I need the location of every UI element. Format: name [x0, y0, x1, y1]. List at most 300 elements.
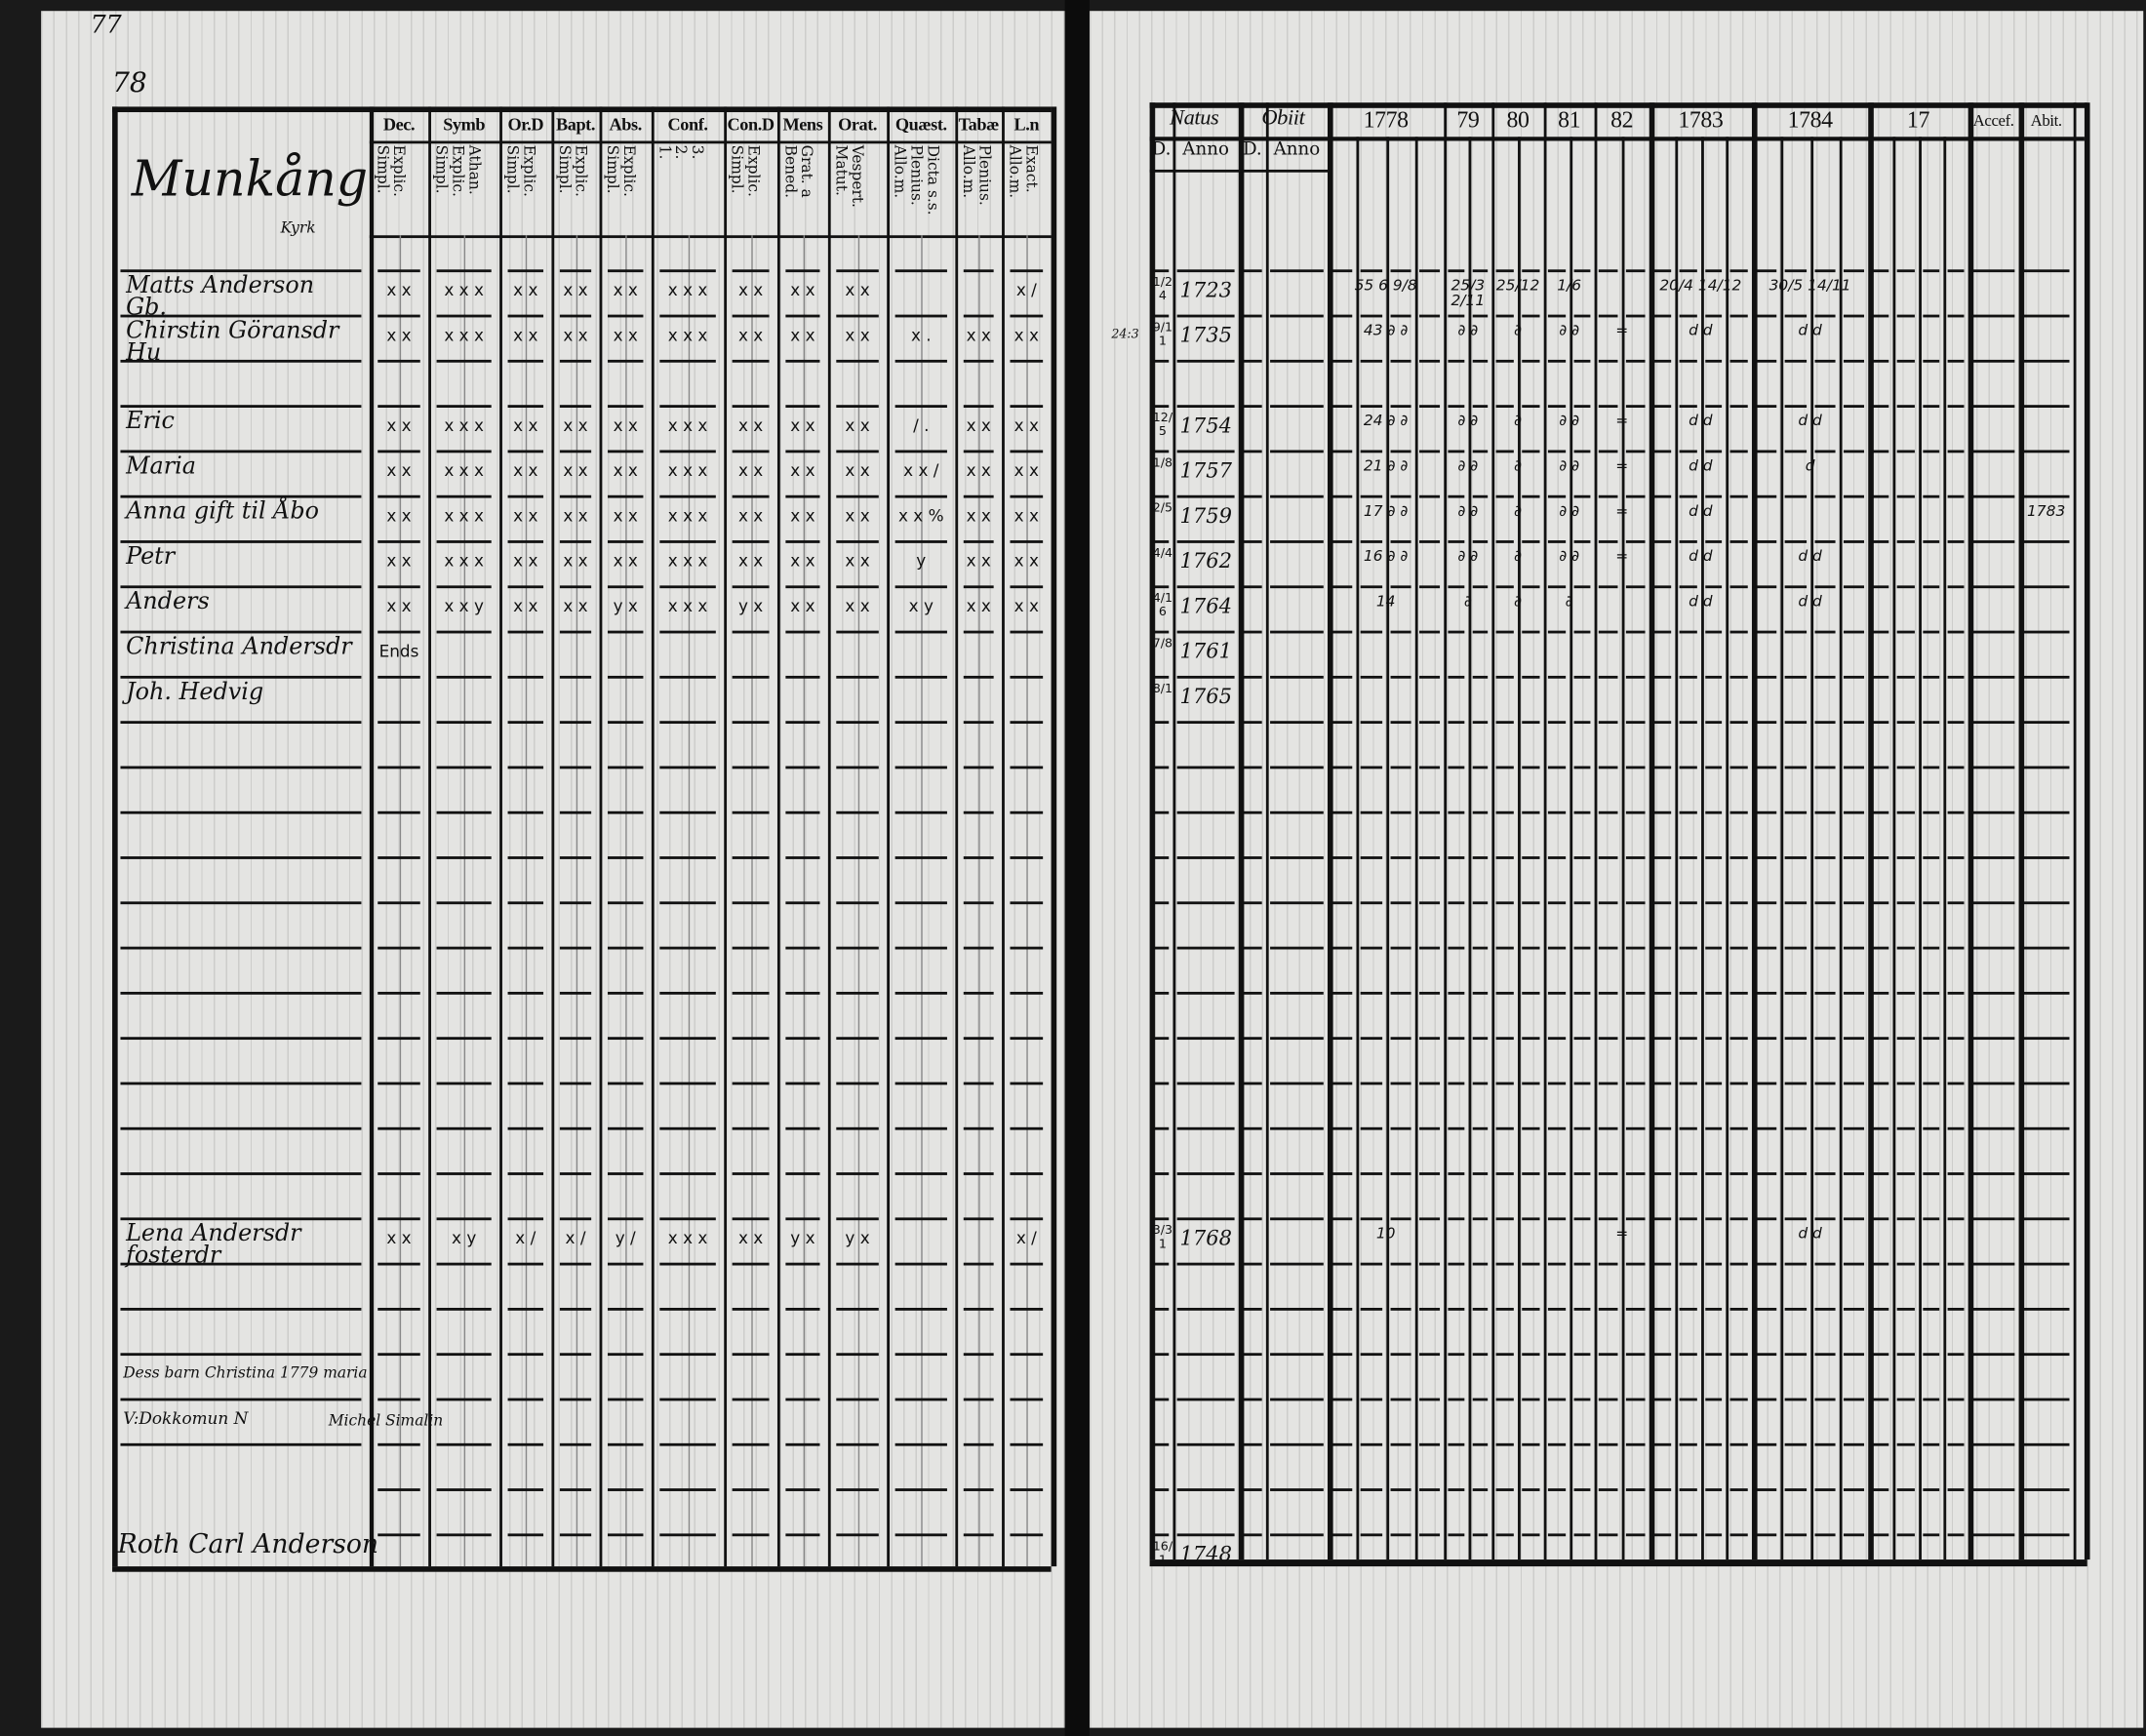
row-rule: [895, 450, 947, 453]
row-rule: [1154, 1533, 1169, 1536]
column-subheader: D.: [1151, 139, 1172, 161]
row-rule: [1548, 856, 1566, 859]
row-rule: [378, 901, 419, 904]
row-rule: [785, 1037, 819, 1040]
person-name: Anders: [126, 588, 210, 616]
row-rule: [659, 676, 716, 679]
exam-mark: x x: [845, 325, 870, 345]
row-rule: [1331, 856, 1352, 859]
row-rule: [1947, 1217, 1964, 1220]
row-rule: [1814, 1488, 1835, 1491]
row-rule: [1177, 992, 1235, 995]
row-rule: [1177, 1308, 1235, 1311]
row-rule: [1243, 1217, 1262, 1220]
row-rule: [1844, 811, 1864, 814]
row-rule: [1626, 360, 1646, 363]
row-rule: [895, 1037, 947, 1040]
exam-entry: ∂ ∂: [1457, 456, 1479, 475]
row-rule: [895, 360, 947, 363]
exam-mark: x x: [386, 460, 412, 481]
row-rule: [378, 947, 419, 950]
row-rule: [1705, 1443, 1723, 1446]
row-rule: [1947, 540, 1964, 543]
row-rule: [1730, 1308, 1748, 1311]
row-rule: [120, 1443, 361, 1446]
row-rule: [1010, 856, 1043, 859]
row-rule: [1923, 1037, 1939, 1040]
exam-entry: d d: [1798, 1224, 1822, 1243]
row-rule: [378, 721, 419, 724]
row-rule: [1154, 1353, 1169, 1356]
row-rule: [120, 721, 361, 724]
row-rule: [1844, 315, 1864, 318]
row-rule: [1472, 1217, 1488, 1220]
subcolumn-rule: [1810, 137, 1813, 1559]
row-rule: [1785, 1083, 1806, 1085]
row-rule: [560, 1037, 591, 1040]
row-rule: [1626, 405, 1646, 408]
row-rule: [1814, 1037, 1835, 1040]
row-rule: [1243, 676, 1262, 679]
row-rule: [1331, 1488, 1352, 1491]
row-rule: [1177, 1217, 1235, 1220]
row-rule: [1496, 1443, 1514, 1446]
exam-entry: 20/4 14/12: [1659, 276, 1742, 295]
row-rule: [1548, 1037, 1566, 1040]
row-rule: [1010, 1399, 1043, 1401]
row-rule: [1814, 1083, 1835, 1085]
row-rule: [1679, 1037, 1696, 1040]
row-rule: [608, 1353, 643, 1356]
exam-mark: x x x: [667, 505, 708, 526]
row-rule: [1679, 585, 1696, 588]
exam-mark: x x: [790, 551, 815, 571]
row-rule: [785, 947, 819, 950]
column-subheader: Dicta s.s. Plenius. Allo.m.: [891, 144, 942, 216]
row-rule: [1679, 856, 1696, 859]
row-rule: [560, 315, 591, 318]
row-rule: [1331, 1353, 1352, 1356]
year-header: 81: [1558, 106, 1581, 134]
exam-entry: =: [1615, 321, 1629, 339]
row-rule: [1573, 1488, 1591, 1491]
row-rule: [1972, 1533, 2014, 1536]
row-rule: [378, 992, 419, 995]
row-rule: [1496, 811, 1514, 814]
row-rule: [2023, 405, 2070, 408]
row-rule: [1243, 1127, 1262, 1130]
row-rule: [1472, 1533, 1488, 1536]
row-rule: [1626, 585, 1646, 588]
row-rule: [1010, 811, 1043, 814]
exam-entry: d d: [1689, 547, 1713, 566]
row-rule: [1419, 901, 1440, 904]
row-rule: [1270, 540, 1324, 543]
row-rule: [1448, 676, 1463, 679]
exam-mark: x x: [386, 415, 412, 436]
row-rule: [1653, 1533, 1671, 1536]
natus-year: 1757: [1179, 457, 1233, 484]
row-rule: [1872, 767, 1888, 769]
row-rule: [1573, 1533, 1591, 1536]
row-rule: [1448, 721, 1463, 724]
row-rule: [1897, 315, 1914, 318]
table-border: [2085, 102, 2090, 1559]
column-subheader: Anno: [1182, 139, 1229, 161]
row-rule: [1177, 405, 1235, 408]
row-rule: [1814, 811, 1835, 814]
row-rule: [1010, 901, 1043, 904]
row-rule: [1730, 1443, 1748, 1446]
row-rule: [733, 856, 770, 859]
row-rule: [1679, 947, 1696, 950]
exam-mark: x x: [513, 551, 538, 571]
row-rule: [120, 1127, 361, 1130]
row-rule: [1705, 540, 1723, 543]
row-rule: [1361, 1083, 1381, 1085]
row-rule: [1972, 450, 2014, 453]
row-rule: [378, 811, 419, 814]
row-rule: [1626, 901, 1646, 904]
row-rule: [1270, 721, 1324, 724]
row-rule: [1331, 1217, 1352, 1220]
row-rule: [1872, 585, 1888, 588]
row-rule: [1814, 856, 1835, 859]
exam-entry: 43 ∂ ∂: [1363, 321, 1409, 339]
row-rule: [1923, 585, 1939, 588]
row-rule: [1705, 1488, 1723, 1491]
row-rule: [1010, 1217, 1043, 1220]
row-rule: [560, 585, 591, 588]
column-subheader: Plenius. Allo.m.: [959, 144, 994, 206]
row-rule: [1785, 1353, 1806, 1356]
row-rule: [560, 1399, 591, 1401]
exam-mark: y x: [613, 596, 638, 616]
row-rule: [1872, 721, 1888, 724]
row-rule: [1270, 1488, 1324, 1491]
row-rule: [1010, 450, 1043, 453]
row-rule: [1730, 811, 1748, 814]
row-rule: [1472, 992, 1488, 995]
row-rule: [1010, 721, 1043, 724]
row-rule: [1653, 856, 1671, 859]
row-rule: [437, 405, 492, 408]
row-rule: [1626, 1399, 1646, 1401]
exam-mark: x x: [513, 415, 538, 436]
row-rule: [1653, 1172, 1671, 1175]
row-rule: [1730, 405, 1748, 408]
row-rule: [836, 585, 878, 588]
row-rule: [1653, 1399, 1671, 1401]
row-rule: [1947, 1308, 1964, 1311]
row-rule: [1548, 676, 1566, 679]
exam-mark: x x x: [444, 460, 484, 481]
row-rule: [733, 405, 770, 408]
row-rule: [1785, 1172, 1806, 1175]
row-rule: [1419, 315, 1440, 318]
row-rule: [608, 269, 643, 272]
row-rule: [608, 1217, 643, 1220]
row-rule: [1448, 631, 1463, 634]
row-rule: [1243, 1488, 1262, 1491]
row-rule: [964, 1308, 994, 1311]
column-header-obiit: Obiit: [1261, 106, 1305, 131]
row-rule: [378, 495, 419, 498]
exam-entry: d d: [1689, 456, 1713, 475]
row-rule: [1496, 1037, 1514, 1040]
row-rule: [785, 992, 819, 995]
row-rule: [1872, 360, 1888, 363]
subcolumn-rule: [1518, 137, 1521, 1559]
row-rule: [560, 947, 591, 950]
row-rule: [1472, 315, 1488, 318]
row-rule: [378, 1263, 419, 1266]
row-rule: [1923, 1263, 1939, 1266]
row-rule: [1599, 1399, 1618, 1401]
row-rule: [964, 405, 994, 408]
row-rule: [378, 450, 419, 453]
row-rule: [964, 631, 994, 634]
row-rule: [1573, 1083, 1591, 1085]
row-rule: [1522, 450, 1539, 453]
row-rule: [1448, 1172, 1463, 1175]
row-rule: [1573, 450, 1591, 453]
row-rule: [733, 1263, 770, 1266]
row-rule: [608, 1037, 643, 1040]
exam-mark: x x: [845, 280, 870, 300]
row-rule: [1972, 1399, 2014, 1401]
row-rule: [733, 811, 770, 814]
exam-mark: x /: [515, 1228, 536, 1248]
row-rule: [733, 992, 770, 995]
natus-year: 1764: [1179, 593, 1233, 619]
row-rule: [1010, 1083, 1043, 1085]
person-name: Eric: [126, 408, 175, 436]
row-rule: [1872, 676, 1888, 679]
subcolumn-rule: [1700, 137, 1703, 1559]
row-rule: [1573, 1263, 1591, 1266]
row-rule: [1390, 1533, 1411, 1536]
row-rule: [1419, 811, 1440, 814]
row-rule: [659, 450, 716, 453]
row-rule: [1270, 1533, 1324, 1536]
row-rule: [1897, 1217, 1914, 1220]
exam-entry: ∂: [1514, 547, 1523, 566]
row-rule: [1872, 901, 1888, 904]
row-rule: [785, 811, 819, 814]
row-rule: [1548, 1308, 1566, 1311]
row-rule: [1785, 947, 1806, 950]
row-rule: [1844, 495, 1864, 498]
row-rule: [1573, 1308, 1591, 1311]
row-rule: [1243, 811, 1262, 814]
row-rule: [1679, 1083, 1696, 1085]
row-rule: [895, 631, 947, 634]
row-rule: [964, 1263, 994, 1266]
row-rule: [1947, 1263, 1964, 1266]
row-rule: [1872, 1083, 1888, 1085]
row-rule: [608, 1443, 643, 1446]
row-rule: [1154, 1217, 1169, 1220]
row-rule: [560, 1172, 591, 1175]
row-rule: [836, 360, 878, 363]
row-rule: [733, 1172, 770, 1175]
row-rule: [1010, 992, 1043, 995]
row-rule: [1448, 540, 1463, 543]
row-rule: [1814, 1308, 1835, 1311]
row-rule: [1331, 947, 1352, 950]
row-rule: [1361, 540, 1381, 543]
row-rule: [1785, 585, 1806, 588]
exam-entry: =: [1615, 412, 1629, 430]
row-rule: [659, 811, 716, 814]
row-rule: [1785, 1399, 1806, 1401]
row-rule: [1730, 269, 1748, 272]
row-rule: [1705, 1172, 1723, 1175]
row-rule: [1243, 269, 1262, 272]
row-rule: [1419, 721, 1440, 724]
row-rule: [1705, 585, 1723, 588]
column-rule: [1544, 102, 1547, 1559]
row-rule: [1270, 1037, 1324, 1040]
row-rule: [733, 721, 770, 724]
row-rule: [608, 540, 643, 543]
row-rule: [1361, 1533, 1381, 1536]
row-rule: [1897, 1127, 1914, 1130]
row-rule: [1626, 721, 1646, 724]
row-rule: [1626, 1443, 1646, 1446]
row-rule: [895, 1217, 947, 1220]
row-rule: [1270, 1217, 1324, 1220]
row-rule: [1573, 1127, 1591, 1130]
row-rule: [437, 1533, 492, 1536]
row-rule: [1679, 721, 1696, 724]
row-rule: [1472, 901, 1488, 904]
row-rule: [1653, 1217, 1671, 1220]
row-rule: [733, 495, 770, 498]
row-rule: [1679, 495, 1696, 498]
exam-mark: x x: [966, 460, 991, 481]
row-rule: [733, 1083, 770, 1085]
row-rule: [608, 856, 643, 859]
row-rule: [1522, 811, 1539, 814]
column-rule: [1444, 102, 1447, 1559]
year-header: 79: [1456, 106, 1480, 134]
column-subheader: 3. 2. 1.: [656, 144, 706, 160]
row-rule: [895, 992, 947, 995]
row-rule: [1177, 721, 1235, 724]
subcolumn-rule: [1781, 137, 1784, 1559]
row-rule: [1844, 856, 1864, 859]
row-rule: [1872, 811, 1888, 814]
column-rule: [955, 106, 958, 1566]
natus-day: 12/5: [1152, 412, 1173, 440]
row-rule: [508, 947, 543, 950]
row-rule: [437, 1308, 492, 1311]
row-rule: [659, 992, 716, 995]
row-rule: [1872, 450, 1888, 453]
exam-entry: d d: [1689, 501, 1713, 521]
row-rule: [508, 856, 543, 859]
row-rule: [1270, 1172, 1324, 1175]
row-rule: [1390, 315, 1411, 318]
row-rule: [964, 1443, 994, 1446]
row-rule: [1522, 1308, 1539, 1311]
row-rule: [1331, 495, 1352, 498]
row-rule: [1472, 1399, 1488, 1401]
row-rule: [1496, 1533, 1514, 1536]
row-rule: [608, 405, 643, 408]
row-rule: [1814, 901, 1835, 904]
row-rule: [1390, 269, 1411, 272]
row-rule: [608, 1533, 643, 1536]
row-rule: [1270, 450, 1324, 453]
row-rule: [1972, 269, 2014, 272]
row-rule: [1814, 450, 1835, 453]
row-rule: [1872, 1217, 1888, 1220]
row-rule: [1154, 631, 1169, 634]
row-rule: [1923, 315, 1939, 318]
row-rule: [1522, 676, 1539, 679]
row-rule: [1705, 947, 1723, 950]
exam-mark: x /: [1015, 280, 1037, 300]
row-rule: [1154, 767, 1169, 769]
row-rule: [1573, 1217, 1591, 1220]
row-rule: [659, 901, 716, 904]
row-rule: [1756, 721, 1776, 724]
row-rule: [1844, 1127, 1864, 1130]
row-rule: [1897, 585, 1914, 588]
exam-mark: x x: [737, 280, 764, 300]
row-rule: [1730, 1533, 1748, 1536]
row-rule: [1270, 1443, 1324, 1446]
column-subheader: D.: [1242, 139, 1262, 161]
row-rule: [1419, 1353, 1440, 1356]
row-rule: [1522, 947, 1539, 950]
column-header: Dec.: [382, 113, 416, 135]
row-rule: [895, 495, 947, 498]
row-rule: [1331, 992, 1352, 995]
exam-mark: x x: [1013, 415, 1039, 436]
row-rule: [2023, 315, 2070, 318]
person-name: Joh. Hedvig: [126, 678, 264, 706]
row-rule: [508, 1443, 543, 1446]
row-rule: [1419, 1399, 1440, 1401]
row-rule: [1653, 1488, 1671, 1491]
exam-entry: ∂: [1514, 592, 1523, 611]
row-rule: [1548, 631, 1566, 634]
row-rule: [1270, 1353, 1324, 1356]
table-border: [112, 106, 118, 1566]
row-rule: [785, 1083, 819, 1085]
row-rule: [1897, 676, 1914, 679]
row-rule: [1653, 1083, 1671, 1085]
row-rule: [1448, 1037, 1463, 1040]
row-rule: [1154, 495, 1169, 498]
row-rule: [1331, 811, 1352, 814]
row-rule: [1785, 721, 1806, 724]
row-rule: [437, 767, 492, 769]
row-rule: [1448, 1217, 1463, 1220]
natus-day: 9/11: [1152, 321, 1173, 349]
row-rule: [1844, 1353, 1864, 1356]
row-rule: [1872, 1443, 1888, 1446]
column-header: Abs.: [609, 113, 642, 135]
row-rule: [659, 1083, 716, 1085]
row-rule: [1496, 269, 1514, 272]
row-rule: [1653, 1037, 1671, 1040]
row-rule: [1679, 1127, 1696, 1130]
